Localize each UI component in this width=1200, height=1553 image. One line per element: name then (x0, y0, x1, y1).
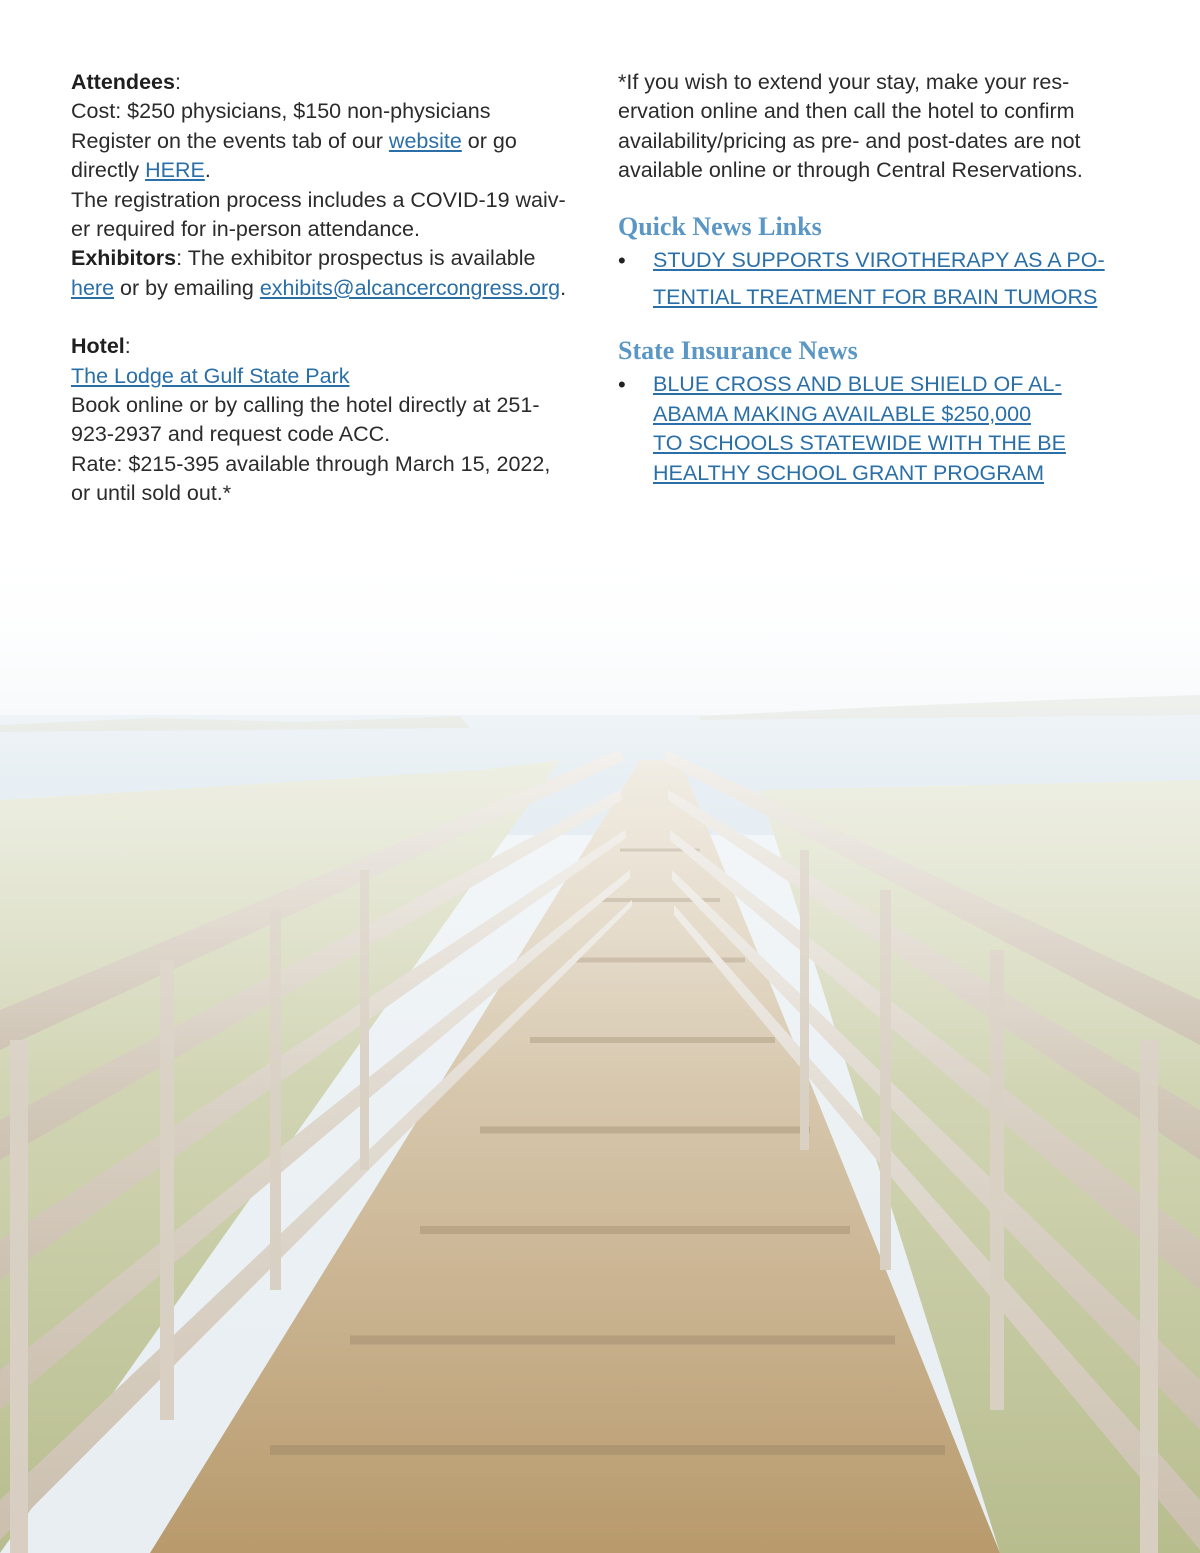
bullet-icon: • (618, 372, 626, 398)
hotel-rate-line-1: Rate: $215-395 available through March 15, 2022, (71, 451, 551, 476)
hotel-rate-line-2: or until sold out.* (71, 481, 232, 506)
bullet-icon: • (618, 247, 626, 273)
news-link-line: BLUE CROSS AND BLUE SHIELD OF AL- (653, 372, 1062, 397)
register-text: Register on the events tab of our (71, 128, 389, 153)
register-mid-text: or go (461, 128, 517, 153)
extend-stay-line-1: *If you wish to extend your stay, make your res- (618, 70, 1070, 94)
hotel-name-line (71, 362, 571, 391)
prospectus-here-link[interactable]: here (71, 275, 115, 300)
website-link[interactable]: website (388, 128, 462, 153)
extend-stay-line-2: ervation online and then call the hotel to confirm (618, 99, 1075, 124)
exhibitors-heading: Exhibitors (71, 246, 177, 271)
virotherapy-link[interactable] (653, 246, 1118, 313)
quick-news-list (618, 246, 1118, 313)
exhibitors-line (71, 244, 571, 273)
state-insurance-heading: State Insurance News (618, 336, 858, 366)
extend-stay-line-4: available online or through Central Reservations. (618, 158, 1083, 183)
email-suffix: . (560, 275, 567, 300)
hotel-heading-line: Hotel: (71, 334, 131, 359)
bcbs-grant-link[interactable] (653, 370, 1118, 488)
attendees-heading-line: Attendees: (71, 70, 181, 94)
news-link-line: HEALTHY SCHOOL GRANT PROGRAM (653, 460, 1045, 485)
left-column (71, 68, 571, 509)
email-prefix: or by emailing (114, 275, 260, 300)
exhibitors-text: : The exhibitor prospectus is available (176, 246, 536, 271)
quick-news-heading: Quick News Links (618, 211, 822, 241)
attendees-cost: Cost: $250 physicians, $150 non-physicians (71, 99, 491, 124)
attendees-heading: Attendees (71, 70, 175, 94)
news-link-line: TO SCHOOLS STATEWIDE WITH THE BE (653, 431, 1066, 456)
hotel-book-line-2: 923-2937 and request code ACC. (71, 422, 391, 447)
directly-suffix: . (204, 158, 211, 183)
hotel-link[interactable]: The Lodge at Gulf State Park (71, 363, 350, 388)
directly-text: directly (71, 158, 146, 183)
news-link-line: ABAMA MAKING AVAILABLE $250,000 (653, 401, 1032, 426)
covid-line-1: The registration process includes a COVID-19 waiv- (71, 187, 566, 212)
list-item (618, 370, 1118, 488)
list-item (618, 246, 1118, 313)
news-link-line: STUDY SUPPORTS VIROTHERAPY AS A PO- (653, 247, 1105, 272)
directly-line (71, 156, 571, 185)
register-line (71, 127, 571, 156)
right-column (618, 68, 1118, 488)
exhibits-email-link[interactable]: exhibits@alcancercongress.org (259, 275, 561, 300)
hotel-book-line-1: Book online or by calling the hotel directly at 251- (71, 393, 540, 418)
here-registration-link[interactable]: HERE (145, 158, 205, 183)
hotel-heading: Hotel (71, 334, 125, 359)
exhibitors-link-line (71, 274, 571, 303)
extend-stay-line-3: availability/pricing as pre- and post-dates are not (618, 128, 1081, 153)
covid-line-2: er required for in-person attendance. (71, 217, 420, 242)
news-link-line: TENTIAL TREATMENT FOR BRAIN TUMORS (653, 285, 1098, 310)
state-insurance-list (618, 370, 1118, 488)
